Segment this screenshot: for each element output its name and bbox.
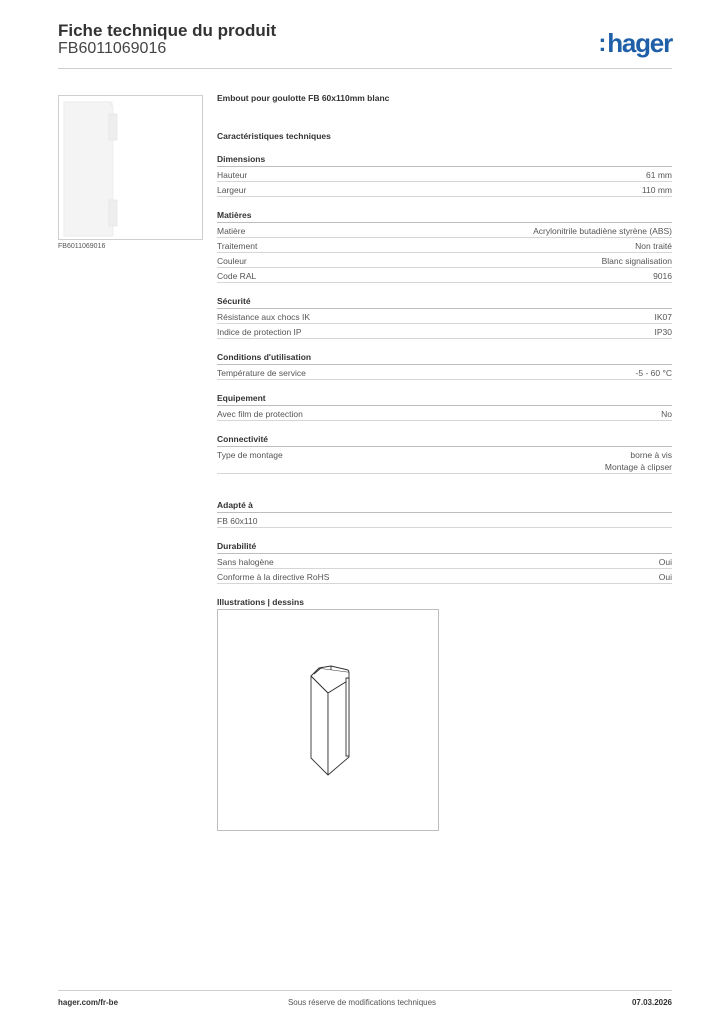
section-adapted-to bbox=[217, 500, 672, 528]
logo-text: hager bbox=[607, 28, 672, 58]
product-image-icon bbox=[59, 96, 202, 239]
section-materials bbox=[217, 210, 672, 283]
footer-divider bbox=[58, 990, 672, 991]
section-title: Sécurité bbox=[217, 296, 672, 309]
spec-label: Hauteur bbox=[217, 170, 248, 180]
spec-label: Code RAL bbox=[217, 271, 257, 281]
spec-value: Blanc signalisation bbox=[601, 256, 672, 266]
spec-label: Résistance aux chocs IK bbox=[217, 312, 311, 322]
section-title: Matières bbox=[217, 210, 672, 223]
section-title: Adapté à bbox=[217, 500, 672, 513]
spec-row bbox=[217, 238, 672, 253]
spec-row bbox=[217, 554, 672, 569]
product-thumbnail bbox=[58, 95, 203, 240]
footer-date: 07.03.2026 bbox=[631, 998, 672, 1007]
specs-heading: Caractéristiques techniques bbox=[217, 131, 331, 141]
spec-label: Type de montage bbox=[217, 450, 283, 460]
spec-row bbox=[217, 365, 672, 380]
spec-value: Oui bbox=[658, 557, 672, 567]
spec-label: Largeur bbox=[217, 185, 247, 195]
spec-label: Couleur bbox=[217, 256, 247, 266]
section-title: Conditions d'utilisation bbox=[217, 352, 672, 365]
spec-value: Acrylonitrile butadiène styrène (ABS) bbox=[533, 226, 672, 236]
section-dimensions bbox=[217, 154, 672, 197]
spec-value: borne à vis Montage à clipser bbox=[604, 450, 672, 472]
spec-label: Conforme à la directive RoHS bbox=[217, 572, 330, 582]
spec-value: Oui bbox=[658, 572, 672, 582]
section-title: Durabilité bbox=[217, 541, 672, 554]
spec-row bbox=[217, 406, 672, 421]
spec-row bbox=[217, 309, 672, 324]
spec-label: Sans halogène bbox=[217, 557, 274, 567]
spec-value: IK07 bbox=[654, 312, 672, 322]
section-title: Equipement bbox=[217, 393, 672, 406]
spec-row bbox=[217, 268, 672, 283]
spec-row bbox=[217, 182, 672, 197]
spec-label: Température de service bbox=[217, 368, 306, 378]
section-equipment bbox=[217, 393, 672, 421]
spec-value: 110 mm bbox=[641, 185, 672, 195]
spec-row bbox=[217, 167, 672, 182]
spec-row bbox=[217, 253, 672, 268]
spec-value: Non traité bbox=[635, 241, 672, 251]
spec-row bbox=[217, 324, 672, 339]
technical-drawing bbox=[217, 609, 439, 831]
spec-value: IP30 bbox=[654, 327, 672, 337]
hager-logo bbox=[598, 28, 672, 59]
page-title: Fiche technique du produit bbox=[58, 21, 277, 40]
spec-value: No bbox=[661, 409, 672, 419]
spec-label: Traitement bbox=[217, 241, 258, 251]
section-connectivity bbox=[217, 434, 672, 474]
spec-value: 61 mm bbox=[646, 170, 672, 180]
section-title: Dimensions bbox=[217, 154, 672, 167]
section-title: Connectivité bbox=[217, 434, 672, 447]
spec-value: 9016 bbox=[653, 271, 672, 281]
section-safety bbox=[217, 296, 672, 339]
logo-colon: : bbox=[598, 30, 606, 57]
spec-row bbox=[217, 513, 672, 528]
spec-row bbox=[217, 223, 672, 238]
footer-disclaimer: Sous réserve de modifications techniques bbox=[287, 998, 437, 1007]
product-reference: FB6011069016 bbox=[58, 40, 167, 57]
spec-label: Indice de protection IP bbox=[217, 327, 302, 337]
spec-label: FB 60x110 bbox=[217, 516, 258, 526]
header-divider bbox=[58, 68, 672, 69]
thumbnail-caption: FB6011069016 bbox=[58, 243, 106, 250]
product-name: Embout pour goulotte FB 60x110mm blanc bbox=[217, 93, 390, 103]
spec-value: -5 - 60 °C bbox=[635, 368, 672, 378]
spec-content bbox=[217, 93, 672, 607]
spec-label: Matière bbox=[217, 226, 246, 236]
spec-row bbox=[217, 447, 672, 474]
section-sustainability bbox=[217, 541, 672, 584]
section-operating-conditions bbox=[217, 352, 672, 380]
illustrations-heading: Illustrations | dessins bbox=[217, 597, 304, 607]
spacer bbox=[217, 487, 672, 500]
spec-row bbox=[217, 569, 672, 584]
end-cap-drawing-icon bbox=[218, 610, 438, 830]
spec-label: Avec film de protection bbox=[217, 409, 303, 419]
footer-website: hager.com/fr-be bbox=[58, 998, 119, 1007]
